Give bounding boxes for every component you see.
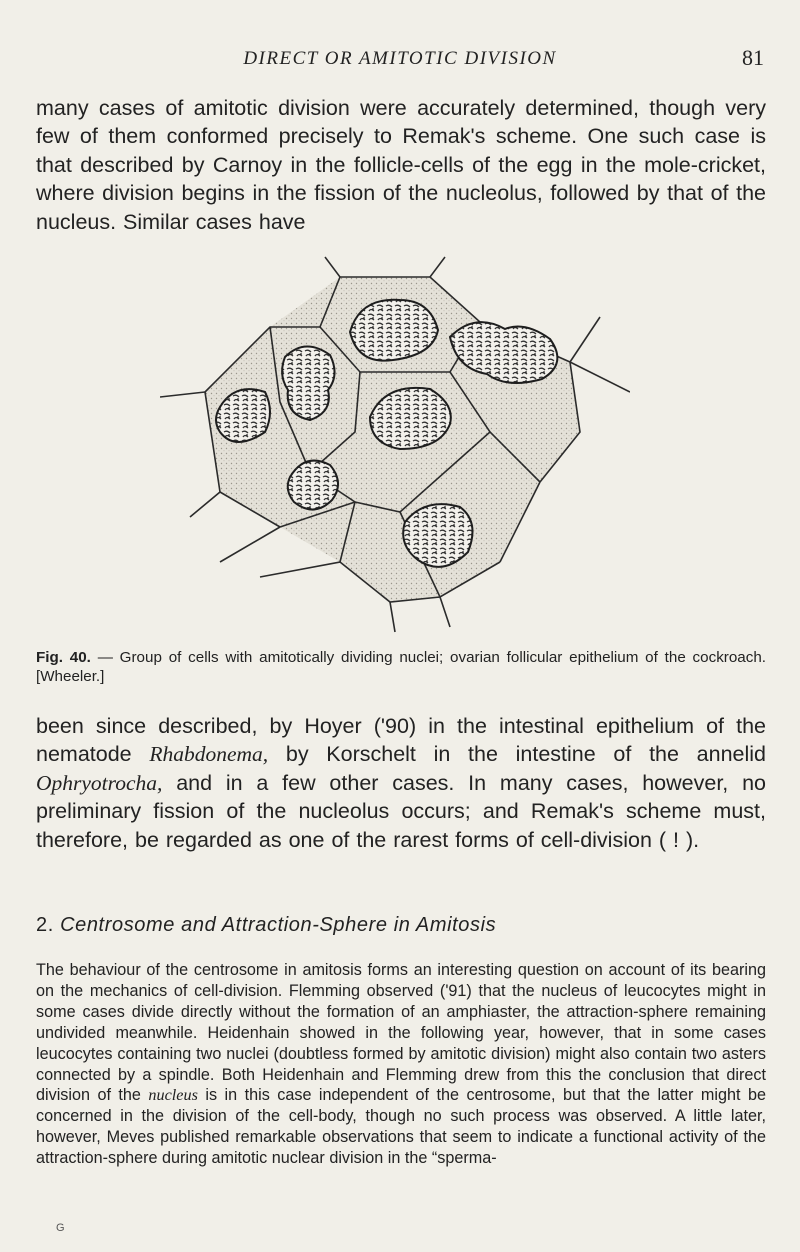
figure-caption [36, 648, 766, 686]
paragraph-mid [36, 712, 766, 854]
cell-group-drawing [160, 232, 630, 642]
running-head [0, 45, 800, 78]
paragraph-small-text-1: The behaviour of the centrosome in amitosis forms an interesting question on account of its bearing on the mechanics of cell-division. Flemming observed ('91) that the nucleus of leucocytes might in some cases divide directly without the formation of an amphiaster, the attraction-sphere remaining undivided meanwhile. Heidenhain showed in the following year, however, that in some cases leucocytes containing two nuclei (doubtless formed by amitotic division) might also contain two asters connected by a spindle. Both Heidenhain and Flemming drew from this the conclusion that direct division of the [36, 961, 766, 1105]
section-title: Centrosome and Attraction-Sphere in Amitosis [60, 914, 497, 936]
figure-caption-text: — Group of cells with amitotically dividing nuclei; ovarian follicular epithelium of the cockroach. [Wheeler.] [36, 649, 766, 685]
section-heading [36, 914, 766, 937]
genus-ophryotrocha: Ophryotrocha, [36, 770, 163, 795]
figure-40-illustration [160, 232, 630, 642]
page-number: 81 [742, 45, 764, 70]
paragraph-top: many cases of amitotic division were accurately determined, though very few of them conformed precisely to Remak's scheme. One such case is that described by Carnoy in the follicle-cells of the egg in the mole-cricket, where division begins in the fission of the nucleolus, followed by that of the nucleus. Similar cases have [36, 96, 766, 234]
paragraph-mid-text-1: been since described, by Hoyer ('90) in the intestinal epithelium of the nematode [36, 714, 766, 767]
signature-mark: G [56, 1222, 65, 1234]
paragraph-mid-text-3: and in a few other cases. In many cases, however, no preliminary fission of the nucleolus occurs; and Remak's scheme must, therefore, be regarded as one of the rarest forms of cell-division ( ! ). [36, 770, 766, 852]
paragraph-small [36, 960, 766, 1169]
section-number: 2. [36, 914, 54, 936]
paragraph-mid-text-2: by Korschelt in the intestine of the annelid [268, 742, 766, 767]
paragraph-small-text-2: is in this case independent of the centrosome, but that the latter might be concerned in the division of the cell-body, though no such process was observed. A little later, however, Meves published remarkable observations that seem to indicate a functional activity of the attraction-sphere during amitotic nuclear division in the “sperma- [36, 1086, 766, 1168]
genus-rhabdonema: Rhabdonema, [149, 742, 269, 767]
figure-label: Fig. 40. [36, 649, 91, 666]
running-title: DIRECT OR AMITOTIC DIVISION [243, 48, 557, 69]
italic-nucleus: nucleus [148, 1086, 198, 1105]
